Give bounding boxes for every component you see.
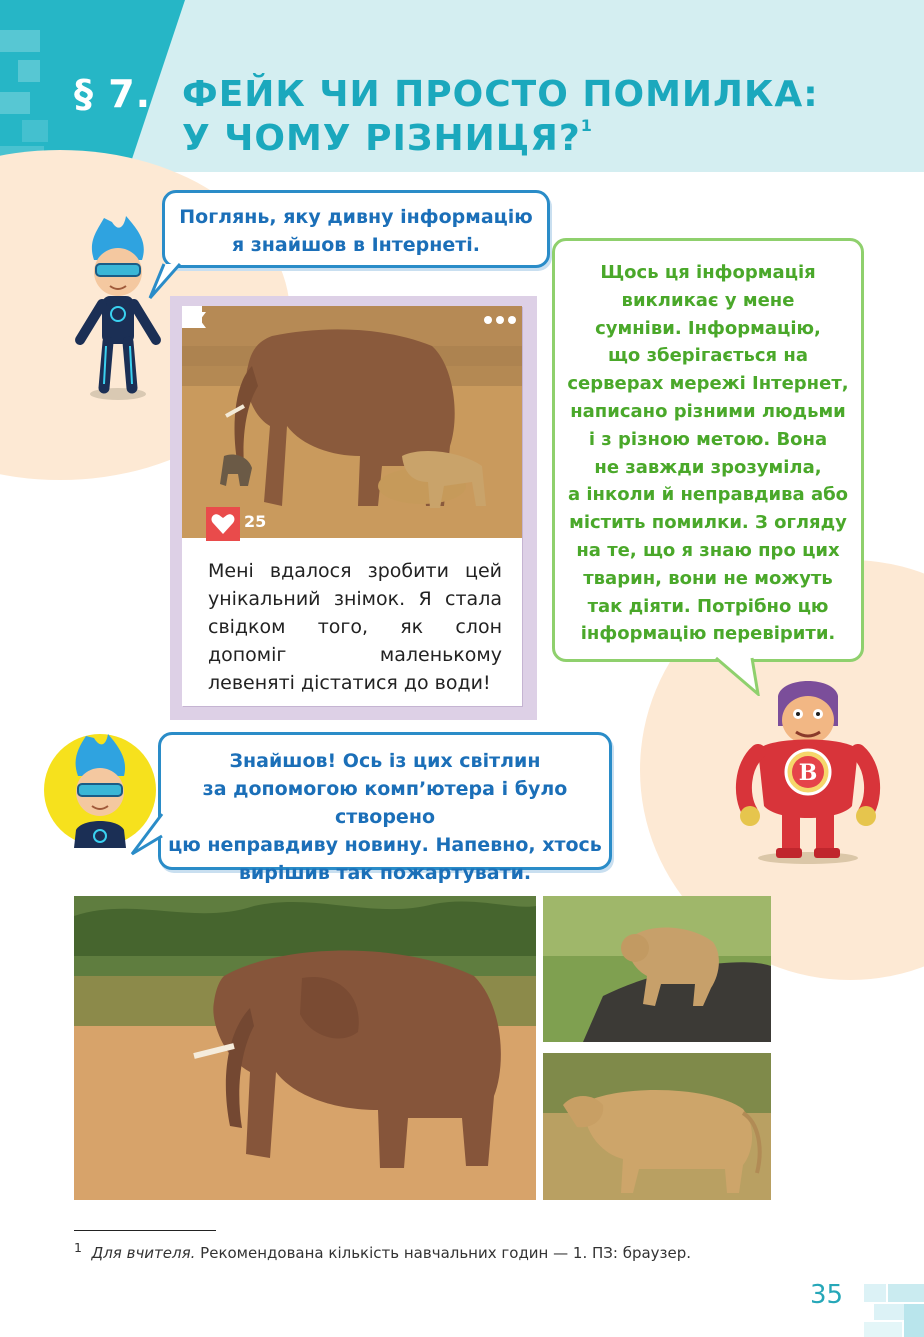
bubble-line: містить помилки. З огляду: [569, 512, 847, 534]
bubble-line: вирішив так пожартувати.: [238, 862, 532, 884]
section-number: § 7.: [74, 72, 152, 116]
page-title-line1: ФЕЙК ЧИ ПРОСТО ПОМИЛКА:: [182, 74, 819, 115]
speech-bubble-hero: [552, 238, 864, 662]
bubble-line: за допомогою комп’ютера і було створено: [202, 778, 568, 828]
bubble-line: Щось ця інформація: [600, 262, 816, 283]
corner-decor: [864, 1284, 924, 1337]
bubble-line: викликає у мене: [621, 289, 795, 311]
bubble-line: на те, що я знаю про цих: [576, 539, 840, 561]
footnote-rule: [74, 1230, 216, 1231]
elephant-lion-fake-photo: [182, 306, 522, 538]
lioness-photo: [543, 1053, 771, 1200]
speech-bubble-boy-bottom: [158, 732, 612, 884]
bubble-line: так діяти. Потрібно цю: [587, 595, 829, 617]
page-title-line2-text: У ЧОМУ РІЗНИЦЯ?: [182, 118, 581, 159]
page-number: 35: [810, 1280, 844, 1310]
bubble-line: а інколи й неправдива або: [567, 484, 849, 506]
speech-bubble-boy-top: [162, 190, 550, 268]
bubble-line: і з різною метою. Вона: [588, 428, 828, 450]
hero-badge-letter: B: [798, 760, 818, 786]
bubble-line: серверах мережі Інтернет,: [567, 373, 849, 395]
bubble-line: написано різними людьми: [570, 400, 846, 422]
footnote: [74, 1240, 691, 1262]
heart-icon[interactable]: [206, 507, 240, 541]
footnote-mark: 1: [74, 1240, 82, 1255]
post-caption: Мені вдалося зробити цей унікальний знімок. Я стала свідком того, як слон допоміг маленькому левеняті дістатися до води!: [208, 560, 502, 694]
bubble-line: Знайшов! Ось із цих світлин: [229, 750, 541, 772]
lion-cub-photo: [543, 896, 771, 1042]
page-title-line2: [182, 118, 593, 159]
bubble-line: цю неправдиву новину. Напевно, хтось: [168, 834, 602, 856]
bubble-tail: [130, 810, 164, 856]
bubble-line: не завжди зрозуміла,: [594, 456, 822, 478]
elephant-photo: [74, 896, 536, 1200]
bubble-line: інформацію перевірити.: [580, 623, 836, 645]
boy-character-icon: [66, 212, 170, 402]
bubble-line: я знайшов в Інтернеті.: [231, 234, 481, 256]
bubble-line: тварин, вони не можуть: [583, 567, 833, 589]
bubble-line: Поглянь, яку дивну інформацію: [179, 206, 533, 228]
like-count: 25: [244, 512, 267, 531]
footnote-italic: Для вчителя.: [91, 1244, 196, 1262]
bubble-line: сумніви. Інформацію,: [595, 317, 821, 339]
superhero-character-icon: [728, 676, 888, 866]
footnote-text: Рекомендована кількість навчальних годин — 1. ПЗ: браузер.: [195, 1244, 692, 1262]
title-footnote-mark: 1: [580, 116, 593, 135]
bubble-line: що зберігається на: [608, 345, 808, 367]
